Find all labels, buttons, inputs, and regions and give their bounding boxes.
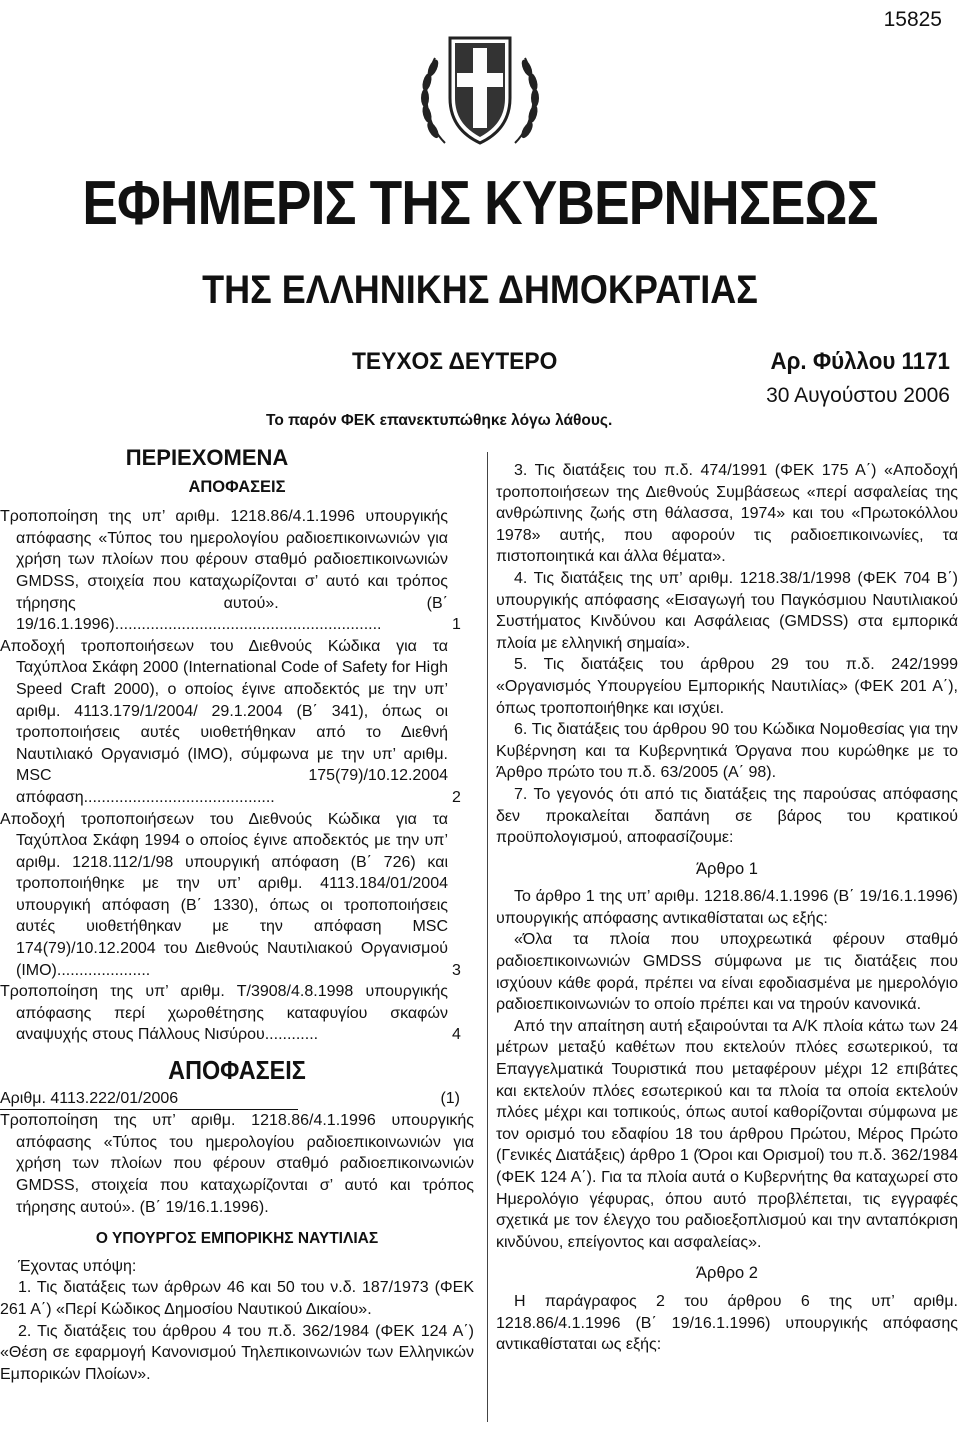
consideration-item: 2. Τις διατάξεις του άρθρου 4 του π.δ. 362/1984 (ΦΕΚ 124 Α΄) «Θέση σε εφαρμογή Κανονισμού Τηλεπικοινωνιών των Ελληνικών Εμπορικών Πλοίων». (0, 1322, 474, 1383)
article-1-heading: Άρθρο 1 (696, 859, 758, 878)
consideration-item: 4. Τις διατάξεις της υπ’ αριθμ. 1218.38/1/1998 (ΦΕΚ 704 Β΄) υπουργικής απόφασης «Εισαγωγή του Παγκόσμιου Ναυτιλιακού Συστήματος Κινδύνου και Ασφάλειας (GMDSS) στα εμπορικά πλοία με ελληνική σημαία». (496, 569, 958, 652)
greek-coat-of-arms-icon (405, 18, 555, 158)
decision-number: Αριθμ. 4113.222/01/2006 (0, 1088, 298, 1111)
decisions-heading: ΑΠΟΦΑΣΕΙΣ (168, 1055, 306, 1086)
toc-entry-text: Αποδοχή τροποποιήσεων του Διεθνούς Κώδικα για τα Ταχύπλοα Σκάφη 2000 (International Code of Safety for High Speed Craft 2000), ο οποίος έγινε αποδεκτός με την υπ’ αριθμ. 4113.179/1/2004/ 29.1.2004 (Β΄ 341), όπως οι τροποποιήσεις αυτές υιοθετήθηκαν από το Διεθνή Ναυτιλιακό Οργανισμό (ΙΜΟ), σύμφωνα με την υπ’ αριθμ. MSC 175(79)/10.12.2004 απόφαση........................................... (0, 637, 448, 806)
left-column (0, 447, 474, 1385)
article-paragraph: Η παράγραφος 2 του άρθρου 6 της υπ’ αριθμ. 1218.86/4.1.1996 (Β΄ 19/16.1.1996) υπουργικής απόφασης αντικαθίσταται ως εξής: (496, 1292, 958, 1354)
toc-entry: Αποδοχή τροποποιήσεων του Διεθνούς Κώδικα για τα Ταχύπλοα Σκάφη 1994 ο οποίος έγινε αποδεκτός με την υπ’ αριθμ. 1218.112/1/98 υπουργική απόφαση (Β΄ 726) και τροποποιήθηκε με την υπ’ αριθμ. 4113.184/01/2004 υπουργική απόφαση (Β΄ 1330), όπως οι τροποποιήσεις αυτές υιοθετήθηκαν με την απόφαση MSC 174(79)/10.12.2004 του Διεθνούς Ναυτιλιακού Οργανισμού (ΙΜΟ)..................... 3 (0, 810, 461, 979)
toc-entry: Τροποποίηση της υπ’ αριθμ. 1218.86/4.1.1996 υπουργικής απόφασης «Τύπος του ημερολογίου ραδιοεπικοινωνιών για χρήση των πλοίων που φέρουν σταθμό ραδιοεπικοινωνιών GMDSS, στοιχεία που καταχωρίζονται σ’ αυτό και τρόπος τήρησης αυτού». (Β΄ 19/16.1.1996)............................................................ 1 (0, 508, 461, 634)
toc-entry-text: Τροποποίηση της υπ’ αριθμ. 1218.86/4.1.1996 υπουργικής απόφασης «Τύπος του ημερολογίου ραδιοεπικοινωνιών για χρήση των πλοίων που φέρουν σταθμό ραδιοεπικοινωνιών GMDSS, στοιχεία που καταχωρίζονται σ’ αυτό και τρόπος τήρησης αυτού». (Β΄ 19/16.1.1996)............................................................ (0, 508, 448, 634)
article-2-heading: Άρθρο 2 (696, 1264, 758, 1283)
issue-date: 30 Αυγούστου 2006 (766, 384, 950, 407)
page-number: 15825 (883, 8, 942, 31)
reprint-note: Το παρόν ΦΕΚ επανεκτυπώθηκε λόγω λάθους. (266, 412, 613, 429)
article-paragraph: Από την απαίτηση αυτή εξαιρούνται τα Α/Κ πλοία κάτω των 24 μέτρων μεταξύ καθέτων που εκτελούν πλόες εσωτερικού, τα Επαγγελματικά Τουριστικά που μεταφέρουν μέχρι 12 επιβάτες και εκτελούν πλόες εσωτερικού και τα πλοία τα οποία εκτελούν πλόες μέχρι και τοπικούς, όπως αυτοί καθορίζονται σύμφωνα με τον ορισμό του εδαφίου 18 του άρθρου Πρώτου, Μέρος Πρώτο (Γενικές Διατάξεις) άρθρο 1 (Όροι και Ορισμοί) του π.δ. 362/1984 (ΦΕΚ 124 Α΄). Για τα πλοία αυτά ο Κυβερνήτης θα καταχωρεί στο Ημερολόγιο γέφυρας, όπου αυτό προβλέπεται, τις εγγραφές σχετικά με τον έλεγχο του ραδιοεξοπλισμού και την ανταπόκριση κινδύνου, επείγοντος και ασφαλείας». (496, 1017, 958, 1251)
issue-series: ΤΕΥΧΟΣ ΔΕΥΤΕΡΟ (352, 348, 558, 375)
toc-entry: Τροποποίηση της υπ’ αριθμ. Τ/3908/4.8.1998 υπουργικής απόφασης περί χωροθέτησης καταφυγίου σκαφών αναψυχής στους Πάλλους Νισύρου............ 4 (0, 983, 461, 1044)
consideration-item: 5. Τις διατάξεις του άρθρου 29 του π.δ. 242/1999 «Οργανισμός Υπουργείου Εμπορικής Ναυτιλίας» (ΦΕΚ 201 Α΄), όπως τροποποιήθηκε και ισχύει. (496, 656, 958, 717)
consideration-item: 6. Τις διατάξεις του άρθρου 90 του Κώδικα Νομοθεσίας για την Κυβέρνηση και τα Κυβερνητικά Όργανα που κυρώθηκε με το Άρθρο πρώτο του π.δ. 63/2005 (Α΄ 98). (496, 721, 958, 782)
gazette-title: ΕΦΗΜΕΡΙΣ ΤΗΣ ΚΥΒΕΡΝΗΣΕΩΣ (82, 169, 878, 238)
contents-title: ΠΕΡΙΕΧΟΜΕΝΑ (125, 445, 289, 470)
toc-entry-text: Αποδοχή τροποποιήσεων του Διεθνούς Κώδικα για τα Ταχύπλοα Σκάφη 1994 ο οποίος έγινε αποδεκτός με την υπ’ αριθμ. 1218.112/1/98 υπουργική απόφαση (Β΄ 726) και τροποποιήθηκε με την υπ’ αριθμ. 4113.184/01/2004 υπουργική απόφαση (Β΄ 1330), όπως οι τροποποιήσεις αυτές υιοθετήθηκαν με την απόφαση MSC 174(79)/10.12.2004 του Διεθνούς Ναυτιλιακού Οργανισμού (ΙΜΟ)..................... (0, 810, 448, 979)
article-paragraph: Το άρθρο 1 της υπ’ αριθμ. 1218.86/4.1.1996 (Β΄ 19/16.1.1996) υπουργικής απόφασης αντικαθίσταται ως εξής: (496, 888, 958, 927)
contents-subtitle: ΑΠΟΦΑΣΕΙΣ (188, 477, 286, 496)
consideration-item: 3. Τις διατάξεις του π.δ. 474/1991 (ΦΕΚ 175 Α΄) «Αποδοχή τροποποιήσεων της Διεθνούς Συμβάσεως «περί ασφαλείας της ανθρώπινης ζωής στη θάλασσα, 1974» και του «Πρωτοκόλλου 1978» αυτής, που αφορούν τις ραδιοεπικοινωνίες, τα πιστοποιητικά και άλλα θέματα». (496, 462, 958, 566)
consideration-item: 1. Τις διατάξεις των άρθρων 46 και 50 του ν.δ. 187/1973 (ΦΕΚ 261 Α΄) «Περί Κώδικος Δημοσίου Ναυτικού Δικαίου». (0, 1279, 474, 1318)
having-regard: Έχοντας υπόψη: (18, 1257, 137, 1275)
toc-entry-text: Τροποποίηση της υπ’ αριθμ. Τ/3908/4.8.1998 υπουργικής απόφασης περί χωροθέτησης καταφυγίου σκαφών αναψυχής στους Πάλλους Νισύρου............ (0, 983, 448, 1044)
sheet-number: Αρ. Φύλλου 1171 (770, 348, 950, 375)
toc-entry: Αποδοχή τροποποιήσεων του Διεθνούς Κώδικα για τα Ταχύπλοα Σκάφη 2000 (International Code of Safety for High Speed Craft 2000), ο οποίος έγινε αποδεκτός με την υπ’ αριθμ. 4113.179/1/2004/ 29.1.2004 (Β΄ 341), όπως οι τροποποιήσεις αυτές υιοθετήθηκαν από το Διεθνή Ναυτιλιακό Οργανισμό (ΙΜΟ), σύμφωνα με την υπ’ αριθμ. MSC 175(79)/10.12.2004 απόφαση........................................... 2 (0, 637, 461, 806)
gazette-subtitle: ΤΗΣ ΕΛΛΗΝΙΚΗΣ ΔΗΜΟΚΡΑΤΙΑΣ (202, 268, 758, 312)
decision-index: (1) (440, 1089, 460, 1107)
column-divider (487, 452, 488, 1422)
article-paragraph: «Όλα τα πλοία που υποχρεωτικά φέρουν σταθμό ραδιοεπικοινωνιών GMDSS σύμφωνα με τις διατάξεις που ισχύουν κάθε φορά, πρέπει να είναι εφοδιασμένα με ημερολόγιο ραδιοεπικοινωνιών το οποίο πρέπει και να τηρούν κανονικά. (496, 931, 958, 1014)
minister-heading: Ο ΥΠΟΥΡΓΟΣ ΕΜΠΟΡΙΚΗΣ ΝΑΥΤΙΛΙΑΣ (95, 1230, 379, 1248)
decision-number-row (0, 1088, 474, 1111)
consideration-item: 7. Το γεγονός ότι από τις διατάξεις της παρούσας απόφασης δεν προκαλείται δαπάνη σε βάρος του κρατικού προϋπολογισμού, αποφασίζουμε: (496, 785, 958, 847)
right-column (496, 460, 958, 1356)
decision-subject: Τροποποίηση της υπ’ αριθμ. 1218.86/4.1.1996 υπουργικής απόφασης «Τύπος του ημερολογίου ραδιοεπικοινωνιών για χρήση των πλοίων που φέρουν σταθμό ραδιοεπικοινωνιών GMDSS, στοιχεία που καταχωρίζονται σ’ αυτό και τρόπος τήρησης αυτού». (Β΄ 19/16.1.1996). (0, 1112, 474, 1216)
